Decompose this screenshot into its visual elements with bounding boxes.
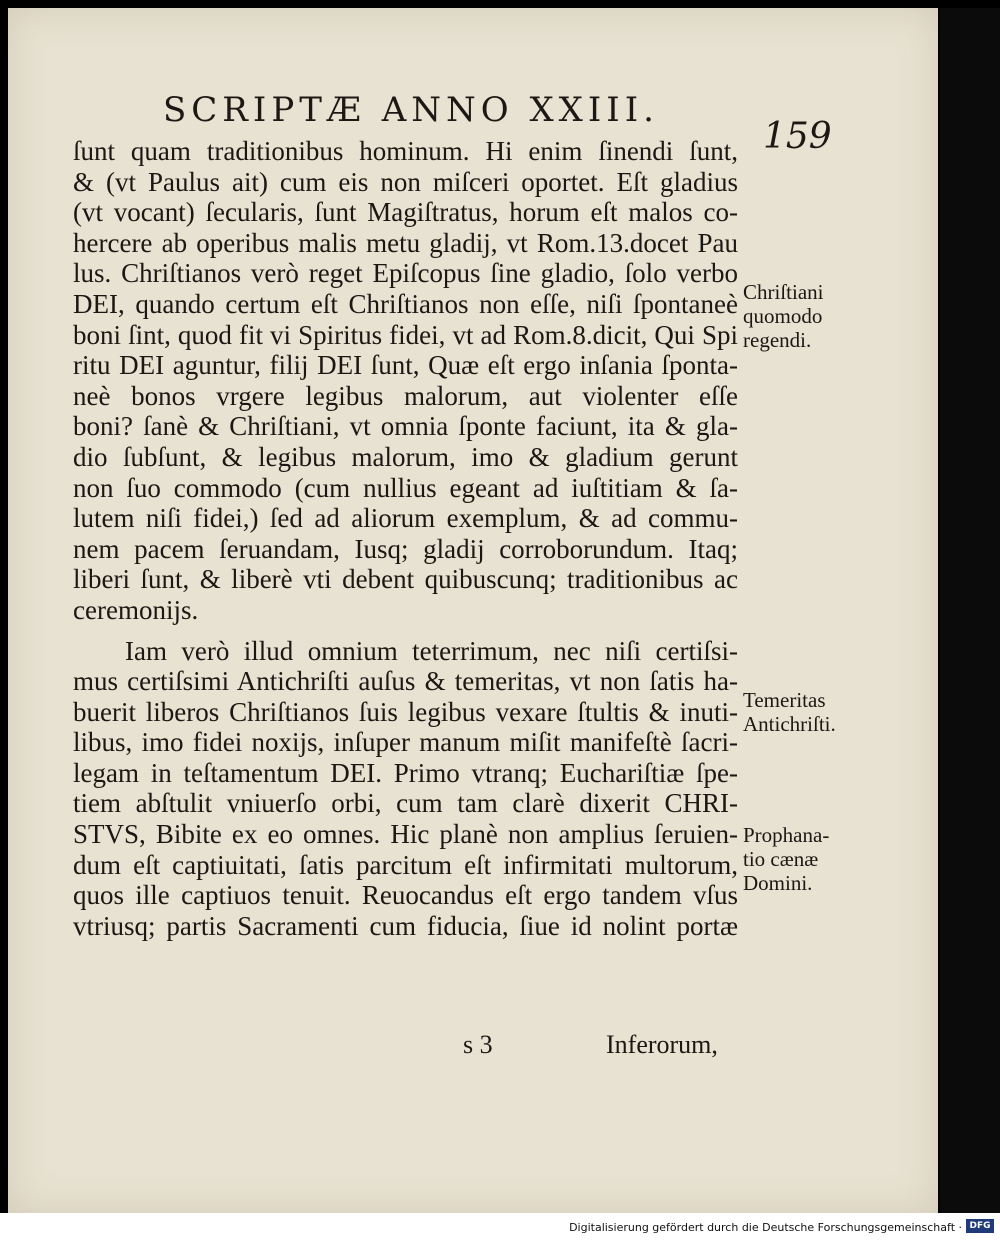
body-text: [73, 136, 738, 941]
text-line: Iam verò illud omnium teterrimum, nec niſi certiſsi-: [125, 635, 738, 666]
marginal-note-christiani: Chriſtiani quomodo regendi.: [743, 280, 824, 352]
text-line: STVS, Bibite ex eo omnes. Hic planè non amplius ſeruien-: [73, 819, 738, 850]
funding-credit: Digitalisierung gefördert durch die Deutsche Forschungsgemeinschaft ·: [569, 1221, 962, 1234]
footer-bar: [0, 1213, 1000, 1241]
text-line: nem pacem ſeruandam, Iusq; gladij corroborundum. Itaq;: [73, 533, 738, 564]
book-page: [8, 8, 938, 1213]
catchword: Inferorum,: [606, 1030, 718, 1059]
text-line: ſunt quam traditionibus hominum. Hi enim ſinendi ſunt,: [73, 136, 738, 166]
running-head: SCRIPTÆ ANNO XXIII.: [163, 90, 659, 130]
text-line: non ſuo commodo (cum nullius egeant ad iuſtitiam & ſa-: [73, 472, 738, 503]
text-line: ceremonijs.: [73, 594, 199, 625]
text-line: boni ſint, quod fit vi Spiritus fidei, vt ad Rom.8.dicit, Qui Spi: [73, 319, 738, 350]
text-line: tiem abſtulit vniuerſo orbi, cum tam clarè dixerit CHRI-: [73, 788, 738, 819]
marginal-note-temeritas: Temeritas Antichriſti.: [743, 688, 836, 736]
text-line: lutem niſi fidei,) ſed ad aliorum exemplum, & ad commu-: [73, 503, 738, 534]
text-line: (vt vocant) ſecularis, ſunt Magiſtratus, horum eſt malos co-: [73, 197, 738, 228]
text-line: vtriusq; partis Sacramenti cum fiducia, ſiue id nolint portæ: [73, 910, 738, 941]
text-line: mus certiſsimi Antichriſti auſus & temeritas, vt non ſatis ha-: [73, 666, 738, 697]
text-line: dio ſubſunt, & legibus malorum, imo & gladium gerunt: [73, 441, 738, 472]
page-number: 159: [763, 116, 832, 157]
text-line: neè bonos vrgere legibus malorum, aut violenter eſſe: [73, 380, 738, 411]
text-line: hercere ab operibus malis metu gladij, vt Rom.13.docet Pau: [73, 227, 738, 258]
text-line: legam in teſtamentum DEI. Primo vtranq; Euchariſtiæ ſpe-: [73, 757, 738, 788]
text-line: & (vt Paulus ait) cum eis non miſceri oportet. Eſt gladius: [73, 166, 738, 197]
signature-mark: s 3: [463, 1030, 493, 1059]
scan-background: [940, 8, 1000, 1213]
text-line: buerit liberos Chriſtianos ſuis legibus vexare ſtultis & inuti-: [73, 696, 738, 727]
text-line: ritu DEI aguntur, filij DEI ſunt, Quæ eſt ergo inſania ſponta-: [73, 350, 738, 381]
text-line: DEI, quando certum eſt Chriſtianos non eſſe, niſi ſpontaneè: [73, 288, 738, 319]
dfg-logo-icon: DFG: [966, 1219, 994, 1233]
text-line: quos ille captiuos tenuit. Reuocandus eſt ergo tandem vſus: [73, 880, 738, 911]
text-line: dum eſt captiuitati, ſatis parcitum eſt infirmitati multorum,: [73, 849, 738, 880]
text-line: liberi ſunt, & liberè vti debent quibuscunq; traditionibus ac: [73, 564, 738, 595]
text-line: libus, imo fidei noxijs, inſuper manum miſit manifeſtè ſacri-: [73, 727, 738, 758]
marginal-note-prophanatio: Prophana- tio cænæ Domini.: [743, 823, 830, 895]
text-line: lus. Chriſtianos verò reget Epiſcopus ſine gladio, ſolo verbo: [73, 258, 738, 289]
text-line: boni? ſanè & Chriſtiani, vt omnia ſponte faciunt, ita & gla-: [73, 411, 738, 442]
